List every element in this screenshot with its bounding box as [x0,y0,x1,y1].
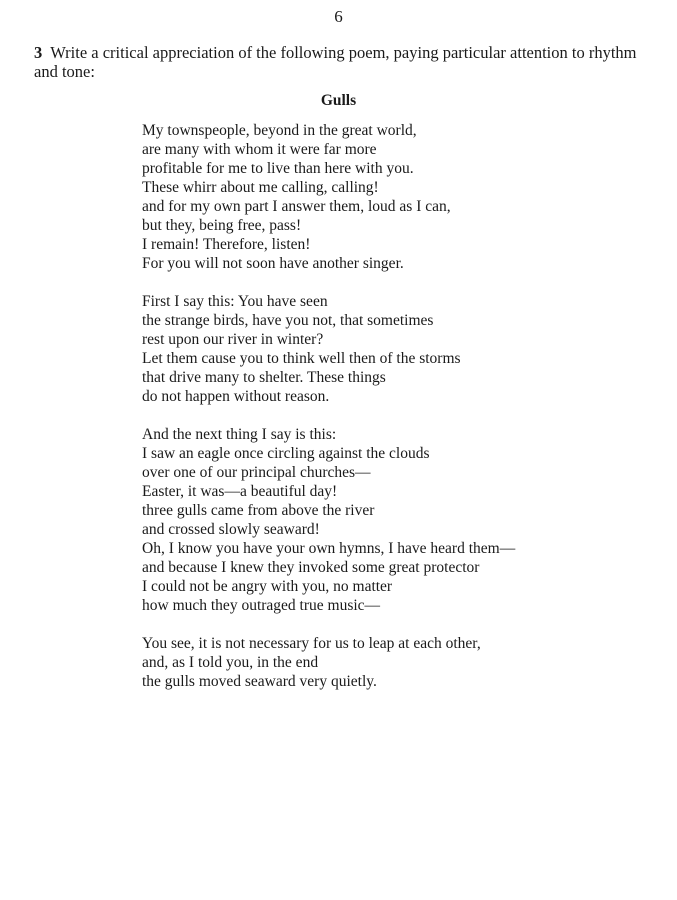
poem-line: the gulls moved seaward very quietly. [142,673,377,690]
poem-line: over one of our principal churches— [142,464,371,481]
stanza-2 [142,292,515,406]
poem-line: My townspeople, beyond in the great world, [142,122,417,139]
poem-line: Oh, I know you have your own hymns, I have heard them— [142,540,516,557]
question-line-1 [34,43,677,62]
stanza-3 [142,425,515,615]
question-text: Write a critical appreciation of the following poem, paying particular attention to rhythm [50,43,637,62]
poem-line: and for my own part I answer them, loud as I can, [142,198,451,215]
poem-line: And the next thing I say is this: [142,426,337,443]
poem-line: and, as I told you, in the end [142,654,319,671]
poem-line: These whirr about me calling, calling! [142,179,379,196]
page-number: 6 [334,7,343,26]
poem-line: Easter, it was—a beautiful day! [142,483,338,500]
poem-line: Let them cause you to think well then of the storms [142,350,461,367]
poem-line: how much they outraged true music— [142,597,381,614]
poem-line: and because I knew they invoked some great protector [142,559,480,576]
poem-line: profitable for me to live than here with you. [142,160,414,177]
poem-line: I saw an eagle once circling against the clouds [142,445,430,462]
poem-line: First I say this: You have seen [142,293,328,310]
question-number: 3 [34,43,43,62]
poem-line: three gulls came from above the river [142,502,375,519]
poem-line: and crossed slowly seaward! [142,521,320,538]
stanza-4 [142,634,515,691]
poem-line: that drive many to shelter. These things [142,369,386,386]
poem-line: rest upon our river in winter? [142,331,324,348]
poem-line: do not happen without reason. [142,388,330,405]
poem-line: but they, being free, pass! [142,217,302,234]
stanza-1 [142,121,515,273]
poem-line: the strange birds, have you not, that sometimes [142,312,434,329]
poem-title: Gulls [320,92,357,109]
poem-line: I could not be angry with you, no matter [142,578,393,595]
poem-body [142,121,515,710]
poem-line: For you will not soon have another singer. [142,255,404,272]
poem-line: You see, it is not necessary for us to leap at each other, [142,635,481,652]
poem-line: are many with whom it were far more [142,141,377,158]
question-line-2: and tone: [34,62,95,81]
question-prompt [34,43,677,81]
poem-line: I remain! Therefore, listen! [142,236,311,253]
